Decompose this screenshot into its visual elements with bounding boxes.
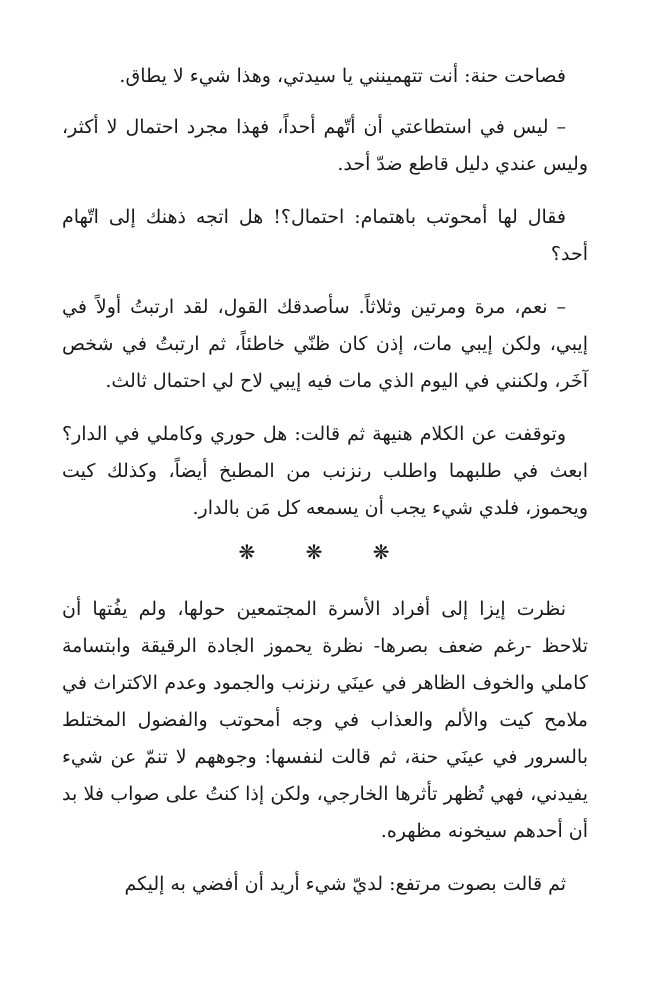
book-page [62,58,588,919]
paragraph-4: – نعم، مرة ومرتين وثلاثاً. سأصدقك القول، لقد ارتبتُ أولاً في إيبي، ولكن إيبي مات، إذن كان ظنّي خاطئاً، ثم ارتبتُ في شخص آخَر، ولكنني في اليوم الذي مات فيه إيبي لاح لي احتمال ثالث. [62,296,588,392]
paragraph-3: فقال لها أمحوتب باهتمام: احتمال؟! هل اتجه ذهنك إلى اتّهام أحد؟ [62,206,588,265]
paragraph-6: نظرت إيزا إلى أفراد الأسرة المجتمعين حولها، ولم يفُتها أن تلاحظ -رغم ضعف بصرها- نظرة يحموز الجادة الرقيقة وابتسامة كاملي والخوف الظاهر في عينَي رنزنب والجمود وعدم الاكتراث في ملامح كيت والألم والعذاب في وجه أمحوتب والفضول المختلط بالسرور في عينَي حنة، ثم قالت لنفسها: وجوههم لا تنمّ عن شيء يفيدني، فهي تُظهر تأثرها الخارجي، ولكن إذا كنتُ على صواب فلا بد أن أحدهم سيخونه مظهره. [62,598,588,842]
paragraph-1: فصاحت حنة: أنت تتهمينني يا سيدتي، وهذا شيء لا يطاق. [119,65,566,87]
paragraph-7: ثم قالت بصوت مرتفع: لديّ شيء أريد أن أفضي به إليكم [124,873,566,895]
paragraph-5: وتوقفت عن الكلام هنيهة ثم قالت: هل حوري وكاملي في الدار؟ ابعث في طلبهما واطلب رنزنب من المطبخ أيضاً، وكذلك كيت ويحموز، فلدي شيء يجب أن يسمعه كل مَن بالدار. [62,423,588,519]
section-separator: ❋ ❋ ❋ [238,540,412,564]
paragraph-2: – ليس في استطاعتي أن أتّهم أحداً، فهذا مجرد احتمال لا أكثر، وليس عندي دليل قاطع ضدّ أحد. [62,116,588,175]
